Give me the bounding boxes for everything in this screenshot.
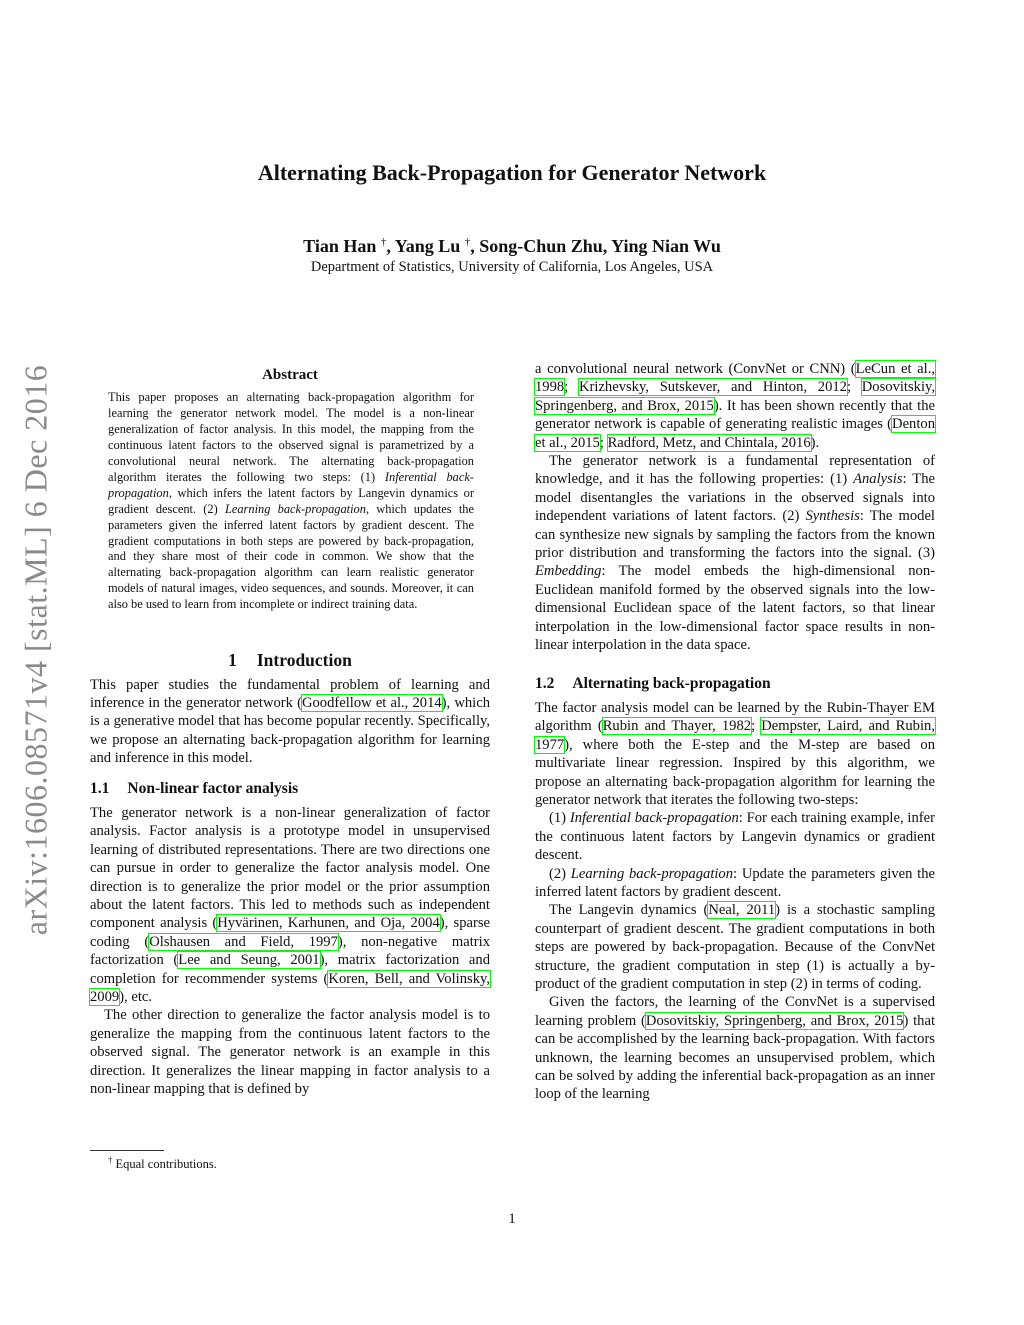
- intro-paragraph: This paper studies the fundamental problem of learning and inference in the generator network (Goodfellow et al., 2014), which is a generative model that has become popular recently. Specifically, we propose an alternating back-propagation algorithm for learning and inference in this model.: [90, 676, 490, 767]
- abstract-heading: Abstract: [262, 367, 318, 383]
- author-1: Tian Han: [303, 236, 377, 256]
- subsection-heading-1-2: 1.2 Alternating back-propagation: [535, 674, 771, 692]
- paragraph-properties: The generator network is a fundamental representation of knowledge, and it has the following properties: (1) Analysis: The model disentangles the variations in the observed signals into independent variations of latent factors. (2) Synthesis: The model can synthesize new signals by sampling the factors from the known prior distribution and transforming the factors into the signal. (3) Embedding: The model embeds the high-dimensional non-Euclidean manifold formed by the observed signals into the low-dimensional Euclidean space of the latent factors, so that linear interpolation in the low-dimensional factor space results in non-linear interpolation in the data space.: [535, 453, 935, 654]
- step-1-item: (1) Inferential back-propagation: For each training example, infer the continuous latent factors by Langevin dynamics or gradient descent.: [535, 810, 935, 864]
- citation-link[interactable]: LeCun et al., 1998: [535, 361, 935, 396]
- citation-link[interactable]: Radford, Metz, and Chintala, 2016: [607, 434, 811, 451]
- citation-link[interactable]: Olshausen and Field, 1997: [149, 933, 338, 950]
- subsection-heading-1-1: 1.1 Non-linear factor analysis: [90, 779, 299, 797]
- citation-link[interactable]: Dosovitskiy, Springenberg, and Brox, 2015: [645, 1012, 904, 1029]
- author-2: Yang Lu: [394, 236, 461, 256]
- paragraph-1-1-a: The generator network is a non-linear generalization of factor analysis. Factor analysis is a prototype model in unsupervised learning of distributed representations. There are two directions one can pursue in order to generalize the factor analysis model. One direction is to generalize the prior model or the prior assumption about the latent factors. This led to methods such as independent component analysis (Hyvärinen, Karhunen, and Oja, 2004), sparse coding (Olshausen and Field, 1997), non-negative matrix factorization (Lee and Seung, 2001), matrix factorization and completion for recommender systems (Koren, Bell, and Volinsky, 2009), etc.: [90, 804, 490, 1005]
- paragraph-1-1-b: The other direction to generalize the factor analysis model is to generalize the mapping from the continuous latent factors to the observed signal. The generator network is an example in this direction. It generalizes the linear mapping in factor analysis to a non-linear mapping that is defined by: [90, 1007, 490, 1098]
- citation-link[interactable]: Denton et al., 2015: [535, 416, 935, 451]
- citation-link[interactable]: Rubin and Thayer, 1982: [602, 718, 752, 735]
- author-rest: Song-Chun Zhu, Ying Nian Wu: [479, 236, 721, 256]
- citation-link[interactable]: Dempster, Laird, and Rubin, 1977: [535, 718, 935, 753]
- citation-link[interactable]: Koren, Bell, and Volinsky, 2009: [90, 970, 490, 1005]
- left-column: [90, 360, 490, 1098]
- paragraph-langevin: The Langevin dynamics (Neal, 2011) is a stochastic sampling counterpart of gradient descent. The gradient computations in both steps are powered by back-propagation. Because of the ConvNet structure, the gradient computation in step (1) is actually a by-product of the gradient computation in step (2) in terms of coding.: [535, 902, 935, 992]
- affiliation: Department of Statistics, University of California, Los Angeles, USA: [310, 259, 714, 275]
- citation-link[interactable]: Neal, 2011: [708, 902, 776, 919]
- arxiv-id-text: arXiv:1606.08571v4 [stat.ML] 6 Dec 2016: [17, 364, 54, 936]
- author-list: Tian Han †, Yang Lu †, Song-Chun Zhu, Ying Nian Wu: [303, 236, 721, 256]
- section-heading-introduction: 1 Introduction: [228, 650, 352, 671]
- footnote-text: † Equal contributions.: [108, 1155, 217, 1172]
- citation-link[interactable]: Lee and Seung, 2001: [178, 952, 320, 969]
- dagger-mark-1: †: [380, 236, 387, 248]
- citation-link[interactable]: Hyvärinen, Karhunen, and Oja, 2004: [217, 915, 440, 932]
- paragraph-given-factors: Given the factors, the learning of the ConvNet is a supervised learning problem (Dosovitskiy, Springenberg, and Brox, 2015) that can be accomplished by the learning back-propagation. With factors unknown, the learning becomes an unsupervised problem, which can be solved by adding the inferential back-propagation as an inner loop of the learning: [535, 994, 935, 1103]
- footnote: [90, 1150, 490, 1172]
- page-number: 1: [508, 1211, 516, 1227]
- abstract-body: This paper proposes an alternating back-propagation algorithm for learning the generator network model. The model is a non-linear generalization of factor analysis. In this model, the mapping from the continuous latent factors to the observed signal is parametrized by a convolutional neural network. The alternating back-propagation algorithm iterates the following two steps: (1) Inferential back-propagation, which infers the latent factors by Langevin dynamics or gradient descent. (2) Learning back-propagation, which updates the parameters given the inferred latent factors by gradient descent. The gradient computations in both steps are powered by back-propagation, and they share most of their code in common. We show that the alternating back-propagation algorithm can learn realistic generator models of natural images, video sequences, and sounds. Moreover, it can also be used to learn from incomplete or indirect training data.: [108, 390, 474, 612]
- step-2-item: (2) Learning back-propagation: Update the parameters given the inferred latent factors by gradient descent.: [535, 865, 935, 900]
- paragraph-continued: a convolutional neural network (ConvNet or CNN) (LeCun et al., 1998; Krizhevsky, Sutskever, and Hinton, 2012; Dosovitskiy, Springenberg, and Brox, 2015). It has been shown recently that the generator network is capable of generating realistic images (Denton et al., 2015; Radford, Metz, and Chintala, 2016).: [535, 361, 936, 451]
- right-column: [535, 360, 935, 1104]
- citation-link[interactable]: Krizhevsky, Sutskever, and Hinton, 2012: [578, 379, 847, 396]
- arxiv-identifier: [12, 340, 60, 960]
- footnote-rule: [90, 1150, 164, 1151]
- paragraph-1-2-a: The factor analysis model can be learned by the Rubin-Thayer EM algorithm (Rubin and Thayer, 1982; Dempster, Laird, and Rubin, 1977), where both the E-step and the M-step are based on multivariate linear regression. Inspired by this algorithm, we propose an alternating back-propagation algorithm for learning the generator network that iterates the following two-steps:: [535, 699, 935, 808]
- citation-link[interactable]: Dosovitskiy, Springenberg, and Brox, 2015: [535, 379, 936, 414]
- citation-link[interactable]: Goodfellow et al., 2014: [301, 694, 442, 711]
- paper-title: Alternating Back-Propagation for Generator Network: [257, 160, 767, 185]
- dagger-mark-2: †: [464, 236, 471, 248]
